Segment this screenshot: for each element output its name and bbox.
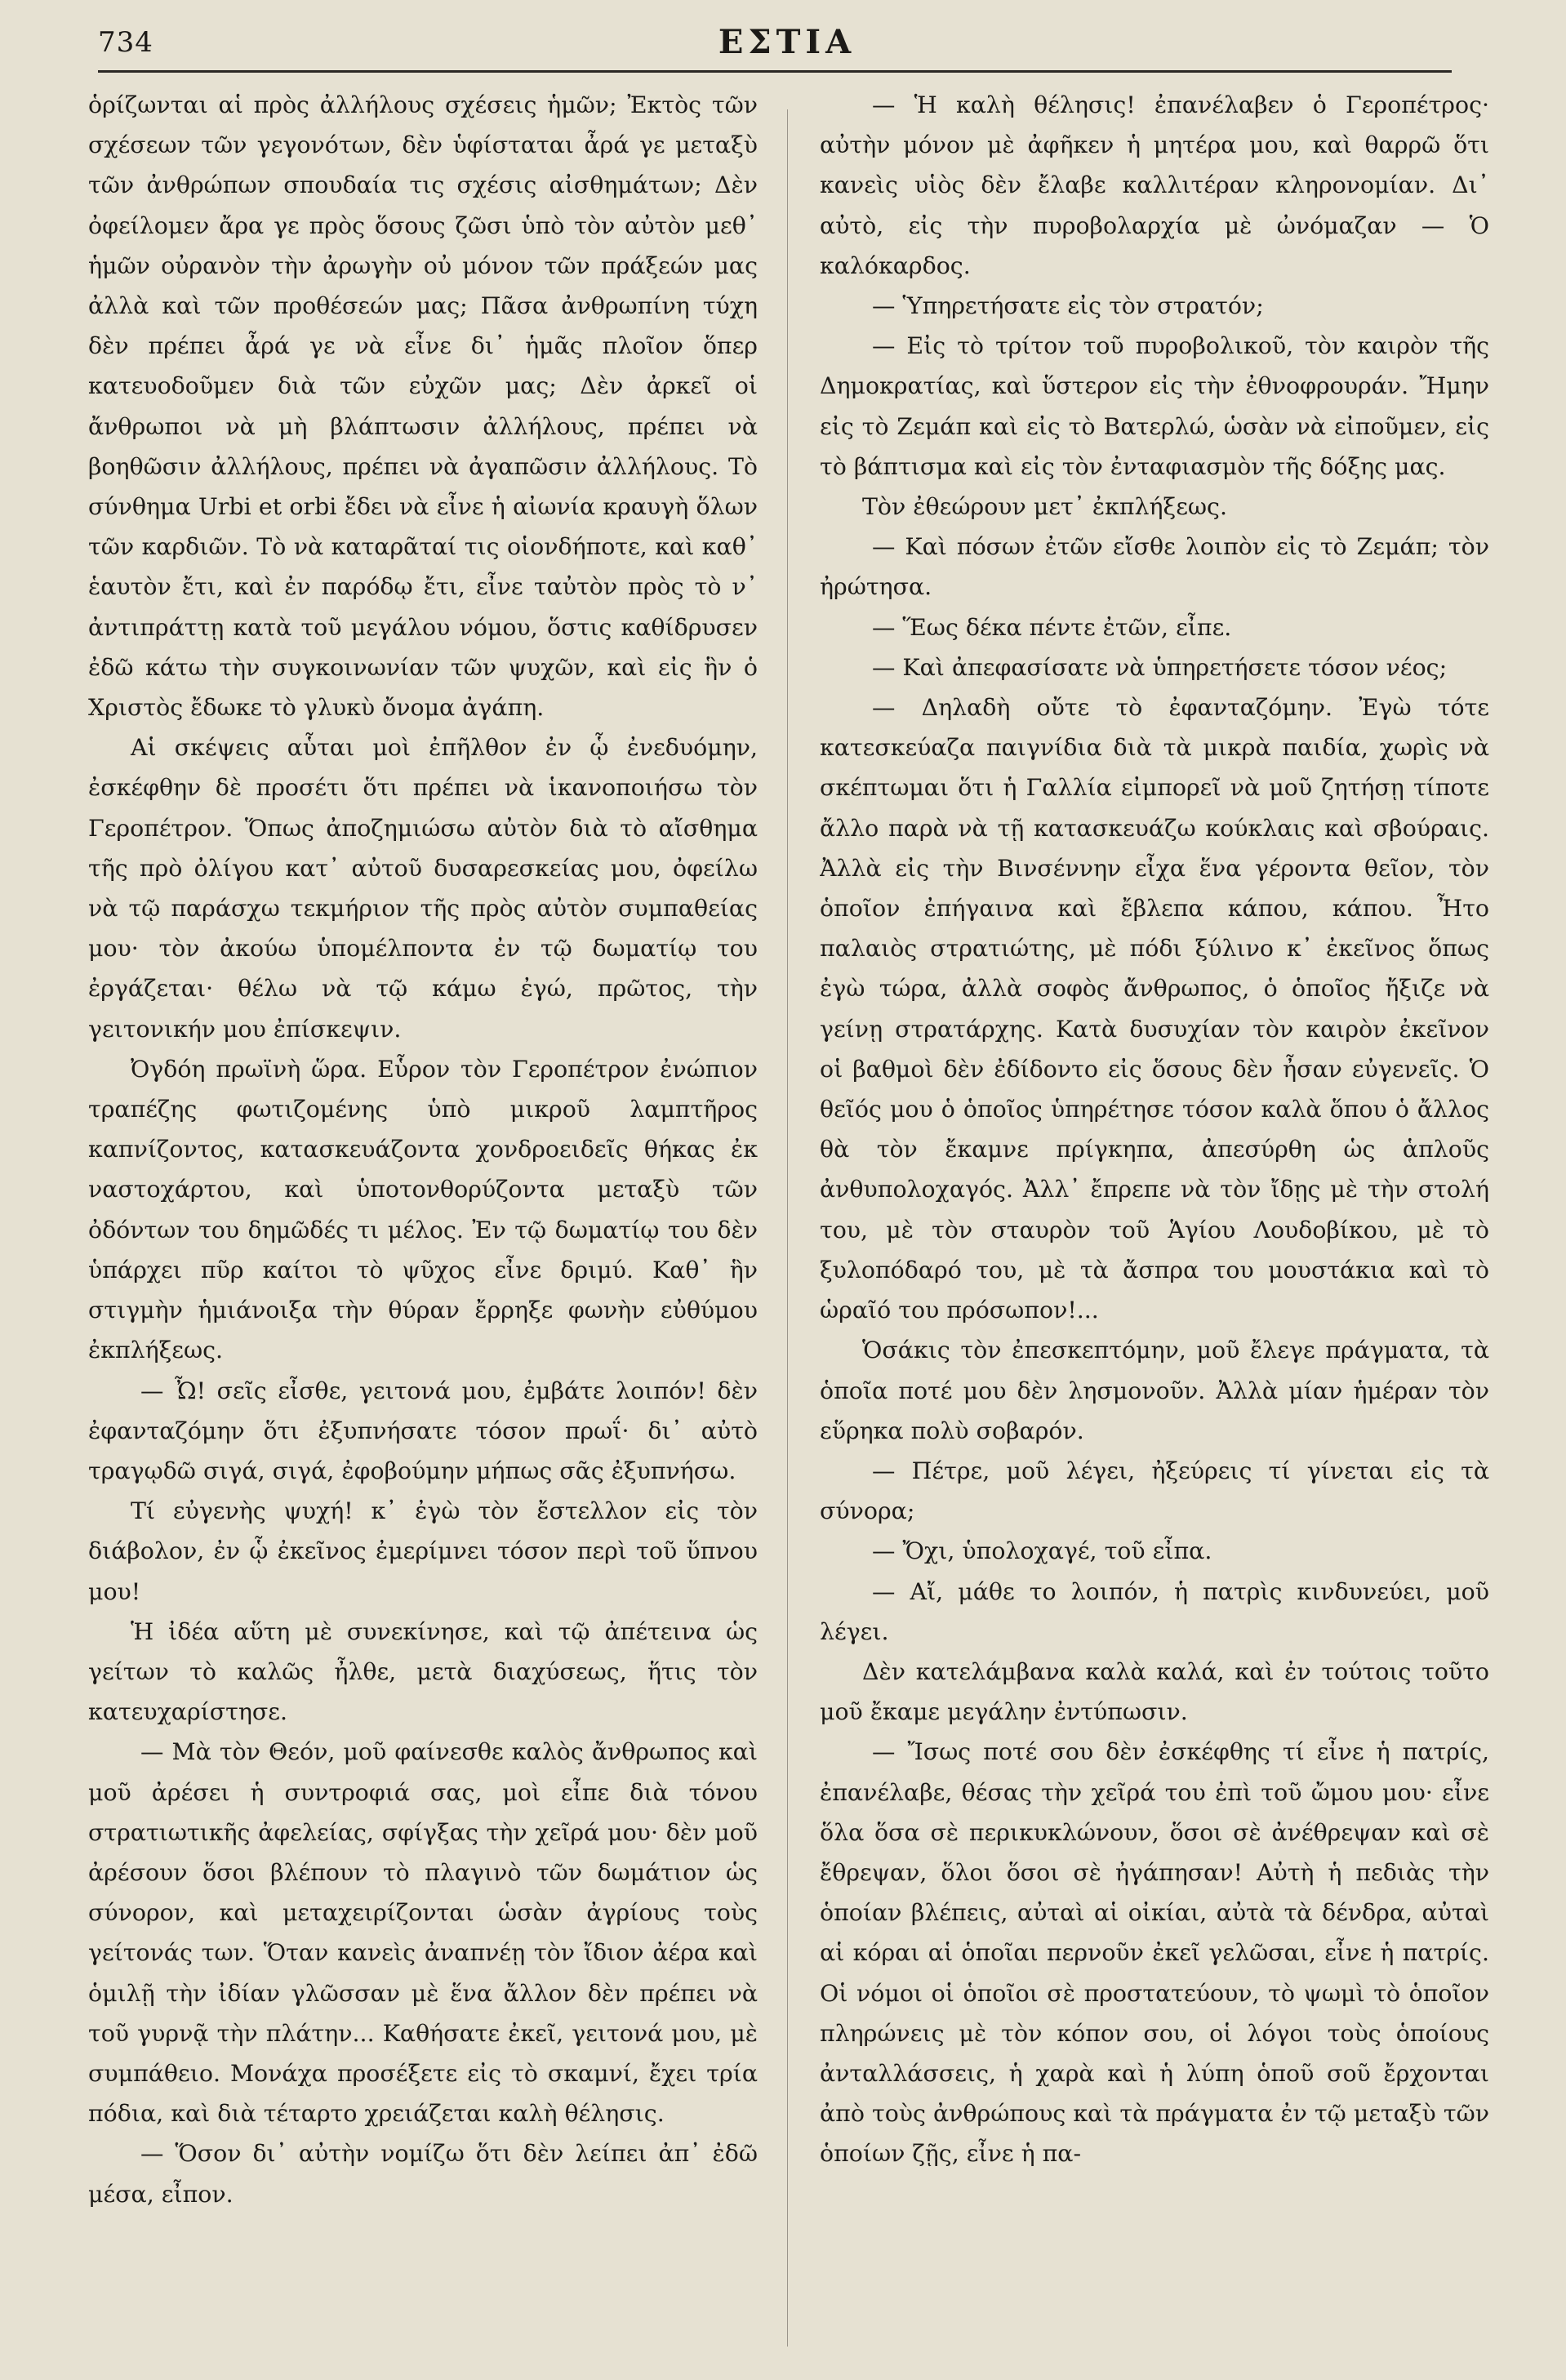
paragraph: — Ὅσον δι᾽ αὐτὴν νομίζω ὅτι δὲν λείπει ἀπ᾽ ἐδῶ μέσα, εἶπον. <box>88 2140 758 2208</box>
paragraph: — Καὶ πόσων ἐτῶν εἴσθε λοιπὸν εἰς τὸ Ζεμάπ; τὸν ἠρώτησα. <box>820 533 1489 601</box>
paragraph: — Ἡ καλὴ θέλησις! ἐπανέλαβεν ὁ Γεροπέτρος· αὐτὴν μόνον μὲ ἀφῆκεν ἡ μητέρα μου, καὶ θαρρῶ ὅτι κανεὶς υἱὸς δὲν ἔλαβε καλλιτέραν κληρονομίαν. Δι᾽ αὐτὸ, εἰς τὴν πυροβολαρχία μὲ ὠνόμαζαν — Ὁ καλόκαρδος. <box>820 91 1489 279</box>
paragraph: — Πέτρε, μοῦ λέγει, ἠξεύρεις τί γίνεται εἰς τὰ σύνορα; <box>820 1457 1489 1525</box>
paragraph: Αἱ σκέψεις αὗται μοὶ ἐπῆλθον ἐν ᾧ ἐνεδυόμην, ἐσκέφθην δὲ προσέτι ὅτι πρέπει νὰ ἱκανοποιήσω τὸν Γεροπέτρον. Ὅπως ἀποζημιώσω αὐτὸν διὰ τὸ αἴσθημα τῆς πρὸ ὀλίγου κατ᾽ αὐτοῦ δυσαρεσκείας μου, ὀφείλω νὰ τῷ παράσχω τεκμήριον τῆς πρὸς αὐτὸν συμπαθείας μου· τὸν ἀκούω ὑπομέλποντα ἐν τῷ δωματίῳ του ἐργάζεται· θέλω νὰ τῷ κάμω ἐγώ, πρῶτος, τὴν γειτονικήν μου ἐπίσκεψιν. <box>88 734 758 1043</box>
page-number: 734 <box>98 26 153 59</box>
left-column <box>88 85 758 2363</box>
page-header <box>57 23 1517 64</box>
header-rule <box>98 70 1452 73</box>
paragraph: ὁρίζωνται αἱ πρὸς ἀλλήλους σχέσεις ἡμῶν; Ἐκτὸς τῶν σχέσεων τῶν γεγονότων, δὲν ὑφίσταται ἆρά γε μεταξὺ τῶν ἀνθρώπων σπουδαία τις σχέσις αἰσθημάτων; Δὲν ὀφείλομεν ἄρα γε πρὸς ὅσους ζῶσι ὑπὸ τὸν αὐτὸν μεθ᾽ ἡμῶν οὐρανὸν τὴν ἀρωγὴν οὐ μόνον τῶν πράξεών μας ἀλλὰ καὶ τῶν προθέσεών μας; Πᾶσα ἀνθρωπίνη τύχη δὲν πρέπει ἆρά γε νὰ εἶνε δι᾽ ἡμᾶς πλοῖον ὅπερ κατευοδοῦμεν διὰ τῶν εὐχῶν μας; Δὲν ἀρκεῖ οἱ ἄνθρωποι νὰ μὴ βλάπτωσιν ἀλλήλους, πρέπει νὰ βοηθῶσιν ἀλλήλους, πρέπει νὰ ἀγαπῶσιν ἀλλήλους. Τὸ σύνθημα Urbi et orbi ἔδει νὰ εἶνε ἡ αἰωνία κραυγὴ ὅλων τῶν καρδιῶν. Τὸ νὰ καταρᾶταί τις οἱονδήποτε, καὶ καθ᾽ ἑαυτὸν ἔτι, καὶ ἐν παρόδῳ ἔτι, εἶνε ταὐτὸν πρὸς τὸ ν᾽ ἀντιπράττῃ κατὰ τοῦ μεγάλου νόμου, ὅστις καθίδρυσεν ἐδῶ κάτω τὴν συγκοινωνίαν τῶν ψυχῶν, καὶ εἰς ἣν ὁ Χριστὸς ἔδωκε τὸ γλυκὺ ὄνομα ἀγάπη. <box>88 91 758 722</box>
paragraph: — Ἕως δέκα πέντε ἐτῶν, εἶπε. <box>872 613 1232 641</box>
column-divider <box>787 109 788 2347</box>
paragraph: Δὲν κατελάμβανα καλὰ καλά, καὶ ἐν τούτοις τοῦτο μοῦ ἔκαμε μεγάλην ἐντύπωσιν. <box>820 1657 1489 1726</box>
paragraph: — Μὰ τὸν Θεόν, μοῦ φαίνεσθε καλὸς ἄνθρωπος καὶ μοῦ ἀρέσει ἡ συντροφιά σας, μοὶ εἶπε διὰ τόνου στρατιωτικῆς ἀφελείας, σφίγξας τὴν χεῖρά μου· δὲν μοῦ ἀρέσουν ὅσοι βλέπουν τὸ πλαγινὸ τῶν δωμάτιον ὡς σύνορον, καὶ μεταχειρίζονται ὡσὰν ἀγρίους τοὺς γείτονάς των. Ὅταν κανεὶς ἀναπνέῃ τὸν ἴδιον ἀέρα καὶ ὁμιλῇ τὴν ἰδίαν γλῶσσαν μὲ ἕνα ἄλλον δὲν πρέπει νὰ τοῦ γυρνᾷ τὴν πλάτην... Καθήσατε ἐκεῖ, γειτονά μου, μὲ συμπάθειο. Μονάχα προσέξετε εἰς τὸ σκαμνί, ἔχει τρία πόδια, καὶ διὰ τέταρτο χρειάζεται καλὴ θέλησις. <box>88 1738 758 2128</box>
paragraph: — Ὑπηρετήσατε εἰς τὸν στρατόν; <box>872 292 1264 320</box>
paragraph: Τί εὐγενὴς ψυχή! κ᾽ ἐγὼ τὸν ἔστελλον εἰς τὸν διάβολον, ἐν ᾧ ἐκεῖνος ἐμερίμνει τόσον περὶ τοῦ ὕπνου μου! <box>88 1497 758 1605</box>
paragraph: Ὀγδόη πρωϊνὴ ὥρα. Εὗρον τὸν Γεροπέτρον ἐνώπιον τραπέζης φωτιζομένης ὑπὸ μικροῦ λαμπτῆρος καπνίζοντος, κατασκευάζοντα χονδροειδεῖς θήκας ἐκ ναστοχάρτου, καὶ ὑποτονθορύζοντα μεταξὺ τῶν ὀδόντων του δημῶδές τι μέλος. Ἐν τῷ δωματίῳ του δὲν ὑπάρχει πῦρ καίτοι τὸ ψῦχος εἶνε δριμύ. Καθ᾽ ἣν στιγμὴν ἡμιάνοιξα τὴν θύραν ἔρρηξε φωνὴν εὐθύμου ἐκπλήξεως. <box>88 1055 758 1364</box>
right-column <box>820 85 1489 2363</box>
paragraph: Τὸν ἐθεώρουν μετ᾽ ἐκπλήξεως. <box>862 493 1227 521</box>
paragraph: — Ὦ! σεῖς εἶσθε, γειτονά μου, ἐμβάτε λοιπόν! δὲν ἐφανταζόμην ὅτι ἐξυπνήσατε τόσον πρωΐ· δι᾽ αὐτὸ τραγῳδῶ σιγά, σιγά, ἐφοβούμην μήπως σᾶς ἐξυπνήσω. <box>88 1377 758 1484</box>
text-columns <box>88 85 1489 2363</box>
paragraph: Ὁσάκις τὸν ἐπεσκεπτόμην, μοῦ ἔλεγε πράγματα, τὰ ὁποῖα ποτέ μου δὲν λησμονοῦν. Ἀλλὰ μίαν ἡμέραν τὸν εὕρηκα πολὺ σοβαρόν. <box>820 1337 1489 1444</box>
paragraph: — Ὄχι, ὑπολοχαγέ, τοῦ εἶπα. <box>872 1537 1212 1565</box>
paragraph: Ἡ ἰδέα αὕτη μὲ συνεκίνησε, καὶ τῷ ἀπέτεινα ὡς γείτων τὸ καλῶς ἦλθε, μετὰ διαχύσεως, ἥτις τὸν κατευχαρίστησε. <box>88 1617 758 1726</box>
paragraph: — Εἰς τὸ τρίτον τοῦ πυροβολικοῦ, τὸν καιρὸν τῆς Δημοκρατίας, καὶ ὕστερον εἰς τὴν ἐθνοφρουράν. Ἤμην εἰς τὸ Ζεμάπ καὶ εἰς τὸ Βατερλώ, ὡσὰν νὰ εἰποῦμεν, εἰς τὸ βάπτισμα καὶ εἰς τὸν ἐνταφιασμὸν τῆς δόξης μας. <box>820 332 1489 480</box>
journal-title: ΕΣΤΙΑ <box>718 23 856 61</box>
paragraph: — Καὶ ἀπεφασίσατε νὰ ὑπηρετήσετε τόσον νέος; <box>872 653 1448 681</box>
paragraph: — Ἴσως ποτέ σου δὲν ἐσκέφθης τί εἶνε ἡ πατρίς, ἐπανέλαβε, θέσας τὴν χεῖρά του ἐπὶ τοῦ ὤμου μου· εἶνε ὅλα ὅσα σὲ περικυκλώνουν, ὅσοι σὲ ἀνέθρεψαν καὶ σὲ ἔθρεψαν, ὅλοι ὅσοι σὲ ἠγάπησαν! Αὐτὴ ἡ πεδιὰς τὴν ὁποίαν βλέπεις, αὐταὶ αἱ οἰκίαι, αὐτὰ τὰ δένδρα, αὐταὶ αἱ κόραι αἱ ὁποῖαι περνοῦν ἐκεῖ γελῶσαι, εἶνε ἡ πατρίς. Οἱ νόμοι οἱ ὁποῖοι σὲ προστατεύουν, τὸ ψωμὶ τὸ ὁποῖον πληρώνεις μὲ τὸν κόπον σου, οἱ λόγοι τοὺς ὁποίους ἀνταλλάσσεις, ἡ χαρὰ καὶ ἡ λύπη ὁποῦ σοῦ ἔρχονται ἀπὸ τοὺς ἀνθρώπους καὶ τὰ πράγματα ἐν τῷ μεταξὺ τῶν ὁποίων ζῇς, εἶνε ἡ πα- <box>820 1738 1489 2168</box>
paragraph: — Δηλαδὴ οὔτε τὸ ἐφανταζόμην. Ἐγὼ τότε κατεσκεύαζα παιγνίδια διὰ τὰ μικρὰ παιδία, χωρὶς νὰ σκέπτωμαι ὅτι ἡ Γαλλία εἰμπορεῖ νὰ μοῦ ζητήσῃ τίποτε ἄλλο παρὰ νὰ τῇ κατασκευάζω κούκλαις καὶ σβούραις. Ἀλλὰ εἰς τὴν Βινσέννην εἶχα ἕνα γέροντα θεῖον, τὸν ὁποῖον ἐπήγαινα καὶ ἔβλεπα κάπου, κάπου. Ἦτο παλαιὸς στρατιώτης, μὲ πόδι ξύλινο κ᾽ ἐκεῖνος ὅπως ἐγὼ τώρα, ἀλλὰ σοφὸς ἄνθρωπος, ὁ ὁποῖος ἤξιζε νὰ γείνῃ στρατάρχης. Κατὰ δυσυχίαν τὸν καιρὸν ἐκεῖνον οἱ βαθμοὶ δὲν ἐδίδοντο εἰς ὅσους δὲν ἦσαν εὐγενεῖς. Ὁ θεῖός μου ὁ ὁποῖος ὑπηρέτησε τόσον καλὰ ὅπου ὁ ἄλλος θὰ τὸν ἔκαμνε πρίγκηπα, ἀπεσύρθη ὡς ἁπλοῦς ἀνθυπολοχαγός. Ἀλλ᾽ ἔπρεπε νὰ τὸν ἴδῃς μὲ τὴν στολή του, μὲ τὸν σταυρὸν τοῦ Ἁγίου Λουδοβίκου, μὲ τὸ ξυλοπόδαρό του, μὲ τὰ ἄσπρα του μουστάκια καὶ τὸ ὡραῖό του πρόσωπον!... <box>820 694 1489 1324</box>
paragraph: — Αἴ, μάθε το λοιπόν, ἡ πατρὶς κινδυνεύει, μοῦ λέγει. <box>820 1577 1489 1645</box>
